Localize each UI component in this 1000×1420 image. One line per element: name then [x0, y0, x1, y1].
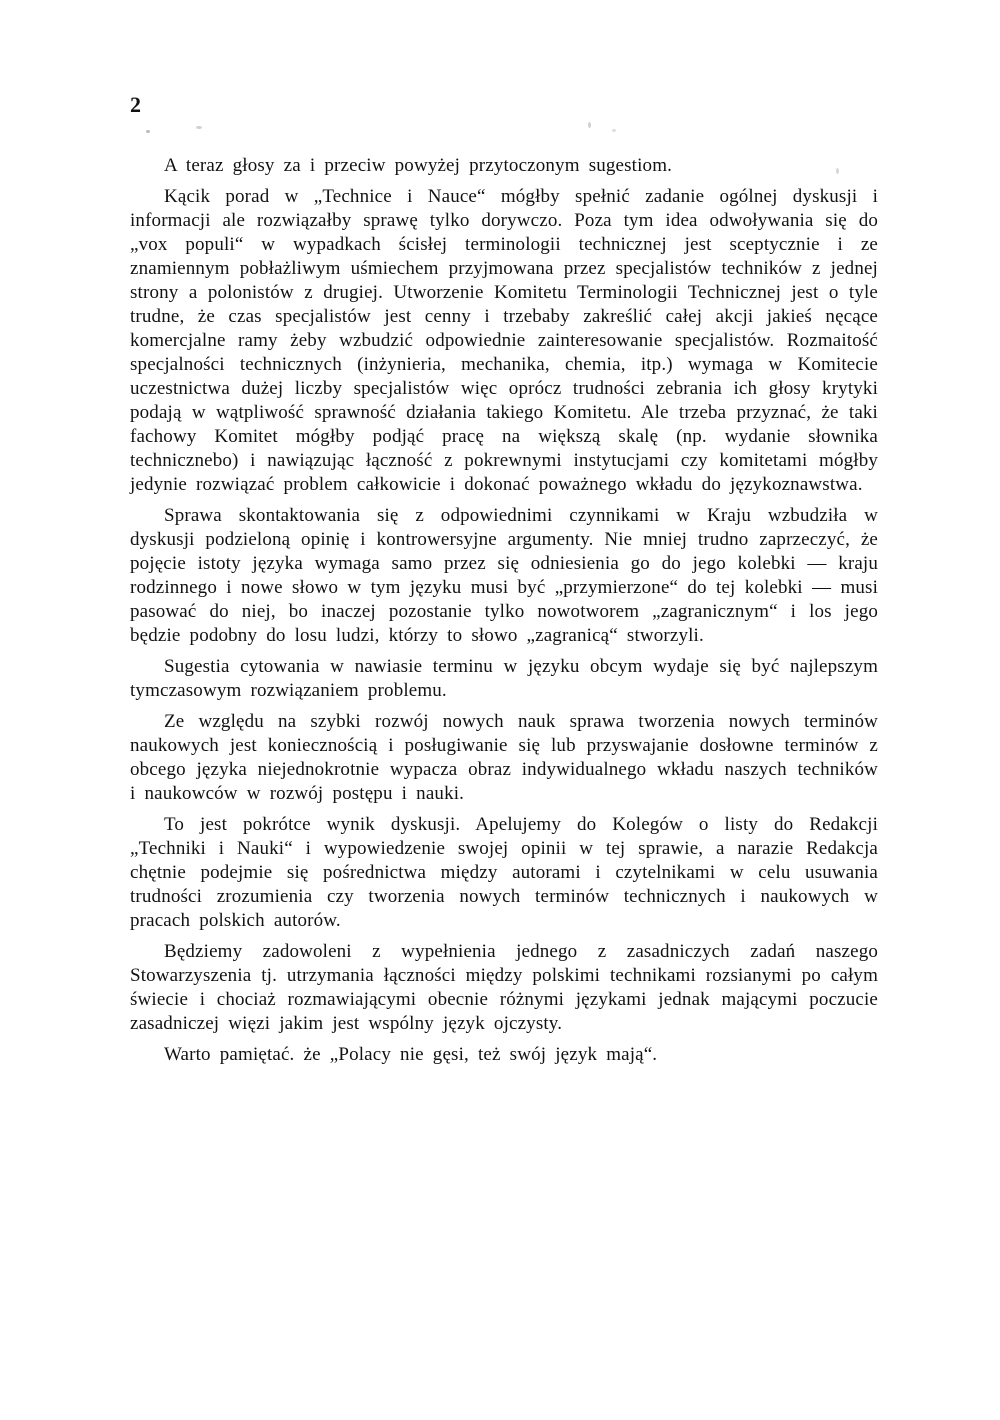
- scan-artifact: [196, 126, 202, 129]
- paragraph: Sprawa skontaktowania się z odpowiednimi czynnikami w Kraju wzbudziła w dyskusji podzieloną opinię i kontrowersyjne argumenty. Nie mniej trudno zaprzeczyć, że pojęcie istoty języka wymaga samo przez się odniesienia go do jego kolebki — kraju rodzinnego i nowe słowo w tym języku musi być „przymierzone“ do tej kolebki — musi pasować do niej, bo inaczej pozostanie tylko nowotworem „zagranicznym“ i los jego będzie podobny do losu ludzi, którzy to słowo „zagranicą“ stworzyli.: [130, 505, 878, 646]
- paragraph: Sugestia cytowania w nawiasie terminu w języku obcym wydaje się być najlepszym tymczasowym rozwiązaniem problemu.: [130, 656, 878, 701]
- paragraph: To jest pokrótce wynik dyskusji. Apelujemy do Kolegów o listy do Redakcji „Techniki i Nauki“ i wypowiedzenie swojej opinii w tej sprawie, a narazie Redakcja chętnie podejmie się pośrednictwa między autorami i czytelnikami w celu usuwania trudności zrozumienia czy tworzenia nowych terminów technicznych i naukowych w pracach polskich autorów.: [130, 814, 878, 931]
- paragraph: Ze względu na szybki rozwój nowych nauk sprawa tworzenia nowych terminów naukowych jest koniecznością i posługiwanie się lub przyswajanie dosłowne terminów z obcego języka niejednokrotnie wypacza obraz indywidualnego wkładu naszych techników i naukowców w rozwój postępu i nauki.: [130, 711, 878, 804]
- scan-artifact: [146, 130, 150, 133]
- paragraph: Będziemy zadowoleni z wypełnienia jednego z zasadniczych zadań naszego Stowarzyszenia tj. utrzymania łączności między polskimi technikami rozsianymi po całym świecie i chociaż rozmawiającymi obecnie różnymi językami jednak mającymi poczucie zasadniczej więzi jakim jest wspólny język ojczysty.: [130, 941, 878, 1034]
- scan-artifact: [836, 168, 839, 174]
- document-page: [130, 92, 878, 1074]
- paragraph: A teraz głosy za i przeciw powyżej przytoczonym sugestiom.: [164, 155, 673, 176]
- text-block: [130, 154, 878, 1067]
- paragraph: Kącik porad w „Technice i Nauce“ mógłby spełnić zadanie ogólnej dyskusji i informacji ale rozwiązałby sprawę tylko dorywczo. Poza tym idea odwoływania się do „vox populi“ w wypadkach ścisłej terminologii technicznej jest sceptycznie i ze znamiennym pobłażliwym uśmiechem przyjmowana przez specjalistów techników z jednej strony a polonistów z drugiej. Utworzenie Komitetu Terminologii Technicznej jest o tyle trudne, że czas specjalistów jest cenny i trzebaby zakreślić całej akcji jakieś nęcące komercjalne ramy żeby wzbudzić odpowiednie zainteresowanie specjalistów. Rozmaitość specjalności technicznych (inżynieria, mechanika, chemia, itp.) wymaga w Komitecie uczestnictwa dużej liczby specjalistów więc oprócz trudności zebrania ich głosy krytyki podają w wątpliwość sprawność działania takiego Komitetu. Ale trzeba przyznać, że taki fachowy Komitet mógłby podjąć pracę na większą skalę (np. wydanie słownika technicznebo) i nawiązując łączność z pokrewnymi instytucjami czy komitetami mógłby jedynie rozwiązać problem całkowicie i dokonać poważnego wkładu do językoznawstwa.: [130, 186, 878, 495]
- scan-artifact: [612, 129, 616, 132]
- scan-artifact: [588, 122, 591, 128]
- page-number: 2: [130, 92, 142, 117]
- paragraph: Warto pamiętać. że „Polacy nie gęsi, też swój język mają“.: [164, 1044, 658, 1065]
